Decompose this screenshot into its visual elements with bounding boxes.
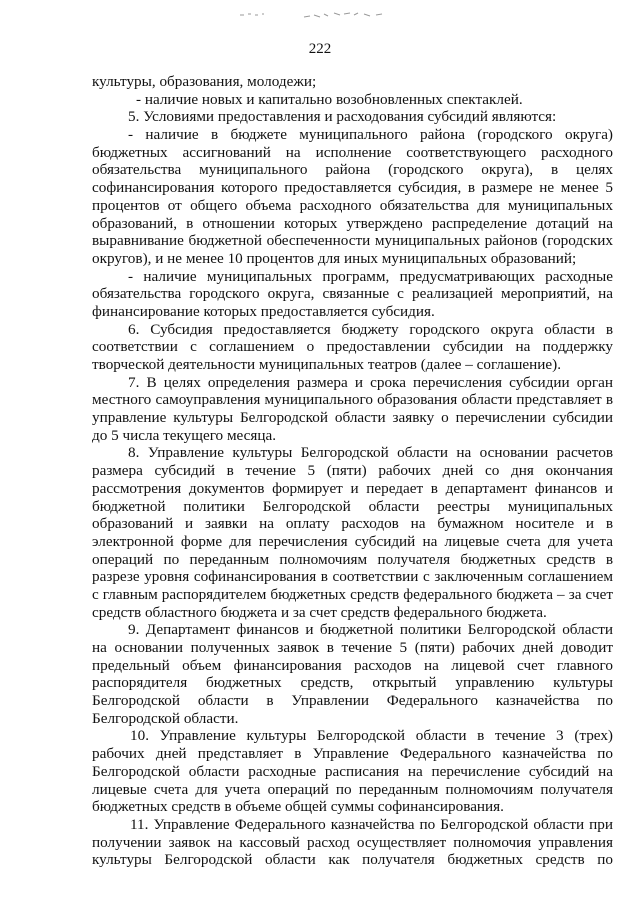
text-line: округов), и не менее 10 процентов для иных муниципальных образований; (92, 249, 577, 267)
text-line: 6. Субсидия предоставляется бюджету городского округа области в (128, 320, 613, 338)
text-line: до 5 числа текущего месяца. (92, 426, 277, 444)
paragraph-p9 (92, 727, 613, 815)
text-line: местного самоуправления муниципального образования области представляет в (92, 391, 613, 409)
text-line: лицевые счета для учета операций по переданным полномочиям получателя (92, 780, 613, 798)
text-line: 8. Управление культуры Белгородской области на основании расчетов (128, 444, 613, 462)
text-line: культуры Белгородской области как получателя бюджетных средств по (92, 851, 613, 869)
text-line: размера субсидий в течение 5 (пяти) рабочих дней со дня окончания (92, 462, 613, 480)
text-line: обязательства городского округа, связанные с реализацией мероприятий, на (92, 285, 613, 303)
text-line: 11. Управление Федерального казначейства по Белгородской области при (130, 815, 613, 833)
text-line: процентов от общего объема расходного обязательства для муниципальных (92, 196, 613, 214)
text-line: - наличие муниципальных программ, предусматривающих расходные (128, 267, 613, 285)
paragraph-p5 (92, 321, 613, 374)
page-number: 222 (308, 41, 332, 57)
paragraph-p8 (92, 621, 613, 727)
text-line: электронной форме для перечисления субсидий на лицевые счета для учета (92, 532, 613, 550)
text-line: софинансирования которого предоставляется субсидия, в размере не менее 5 (92, 179, 613, 197)
text-line: 9. Департамент финансов и бюджетной политики Белгородской области (128, 621, 613, 639)
text-line: на основании полученных заявок в течение 5 (пяти) рабочих дней доводит (92, 639, 613, 656)
text-line: культуры, образования, молодежи; (92, 73, 317, 90)
text-line: рассмотрения документов формирует и передает в департамент финансов и (92, 479, 613, 497)
paragraph-p10 (92, 816, 613, 869)
text-line: 7. В целях определения размера и срока перечисления субсидии орган (128, 373, 613, 391)
paragraph-p0 (92, 73, 613, 91)
text-line: Белгородской области в Управлении Федерального казначейства по (92, 692, 613, 710)
document-body (92, 73, 613, 869)
text-line: распорядителя бюджетных средств, открытый управлению культуры (92, 674, 613, 692)
text-line: предельный объем финансирования расходов на лицевой счет главного (92, 656, 613, 674)
text-line: образований, в отношении которых утверждено распределение дотаций на (92, 214, 613, 232)
paragraph-p2 (92, 108, 613, 126)
text-line: бюджетной политики Белгородской области реестры муниципальных (92, 497, 613, 515)
paragraph-p3 (92, 126, 613, 268)
paragraph-p7 (92, 444, 613, 621)
text-line: Белгородской области расходные расписания на перечисление субсидий на (92, 762, 613, 780)
text-line: соответствии с соглашением о предоставлении субсидии на поддержку (92, 338, 613, 356)
text-line: - наличие в бюджете муниципального района (городского округа) (128, 126, 613, 144)
text-line: образований и заявки на оплату расходов на бумажном носителе и в (92, 515, 613, 533)
text-line: финансирование которых предоставляется субсидия. (92, 302, 435, 320)
text-line: управление культуры Белгородской области заявку о перечислении субсидии (92, 409, 613, 427)
text-line: средств областного бюджета и за счет средств федерального бюджета. (92, 603, 547, 621)
text-line: операций по переданным полномочиям получателя бюджетных средств в (92, 550, 613, 568)
text-line: обязательства муниципального района (городского округа), в целях (92, 161, 613, 179)
text-line: 5. Условиями предоставления и расходования субсидий являются: (128, 108, 557, 126)
text-line: рабочих дней представляет в Управление Федерального казначейства по (92, 745, 613, 763)
text-line: - наличие новых и капитально возобновленных спектаклей. (136, 90, 523, 108)
paragraph-p1 (92, 91, 613, 109)
paragraph-p6 (92, 374, 613, 445)
text-line: творческой деятельности муниципальных театров (далее – соглашение). (92, 356, 562, 373)
scan-artifact (236, 8, 396, 22)
paragraph-p4 (92, 268, 613, 321)
text-line: выравнивание бюджетной обеспеченности муниципальных районов (городских (92, 232, 613, 250)
text-line: с главным распорядителем бюджетных средств федерального бюджета – за счет (92, 585, 613, 603)
text-line: разрезе уровня софинансирования в соответствии с заключенным соглашением (92, 568, 613, 586)
text-line: 10. Управление культуры Белгородской области в течение 3 (трех) (130, 727, 613, 745)
text-line: получении заявок на кассовый расход осуществляет полномочия управления (92, 833, 613, 851)
text-line: бюджетных средств в объеме общей суммы софинансирования. (92, 798, 504, 816)
text-line: Белгородской области. (92, 709, 239, 727)
text-line: бюджетных ассигнований на исполнение соответствующего расходного (92, 143, 613, 161)
